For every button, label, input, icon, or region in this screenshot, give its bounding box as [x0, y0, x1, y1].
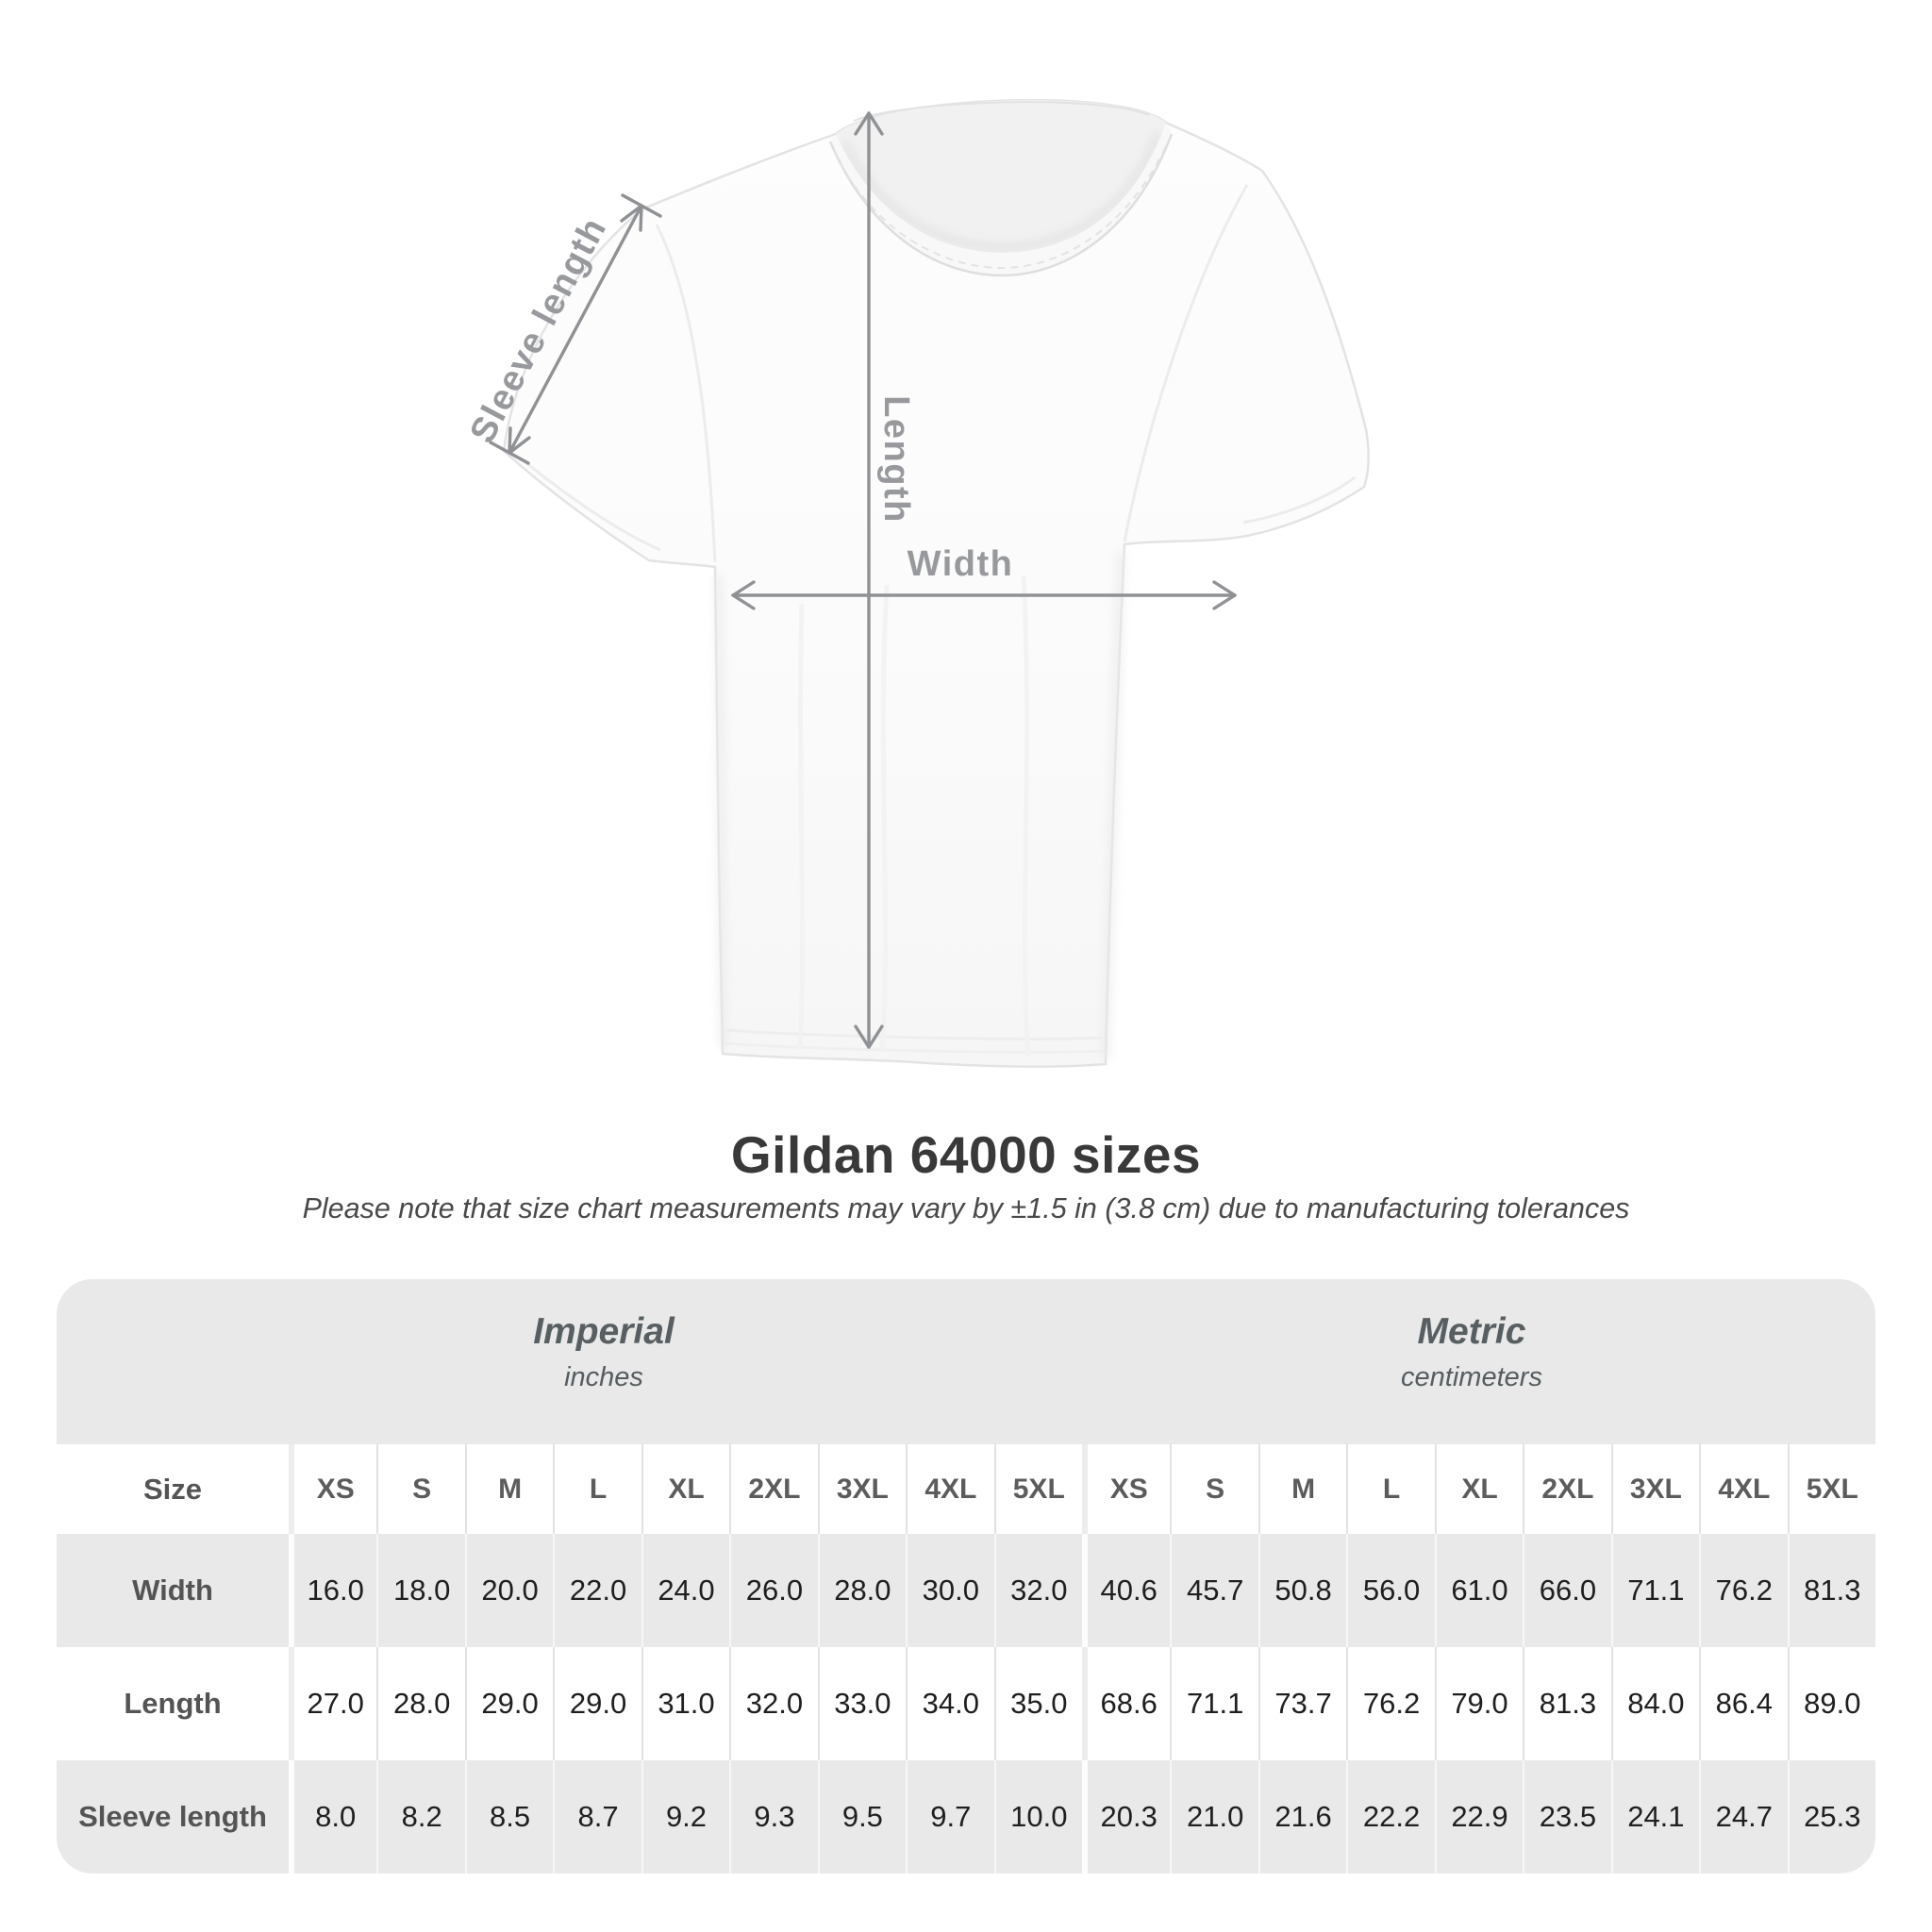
- value-cell-imperial-5xl: 10.0: [994, 1760, 1082, 1874]
- size-col-metric-xl: XL: [1435, 1444, 1523, 1534]
- size-col-imperial-s: S: [376, 1444, 464, 1534]
- value-cell-imperial-m: 8.5: [465, 1760, 553, 1874]
- row-label: Width: [132, 1574, 213, 1607]
- size-table-panel: [57, 1279, 1875, 1874]
- value-cell-imperial-4xl: 9.7: [906, 1760, 993, 1874]
- width-label: Width: [907, 544, 1014, 584]
- size-col-metric-xs: XS: [1082, 1444, 1170, 1534]
- value-cell-metric-xs: 20.3: [1082, 1760, 1170, 1874]
- size-col-metric-3xl: 3XL: [1611, 1444, 1699, 1534]
- value-cell-imperial-m: 20.0: [465, 1534, 553, 1647]
- size-col-imperial-3xl: 3XL: [818, 1444, 906, 1534]
- value-cell-imperial-l: 29.0: [553, 1647, 641, 1760]
- size-col-metric-s: S: [1170, 1444, 1257, 1534]
- value-cell-imperial-5xl: 35.0: [994, 1647, 1082, 1760]
- row-label: Length: [124, 1687, 222, 1720]
- value-cell-metric-5xl: 81.3: [1788, 1534, 1875, 1647]
- value-cell-imperial-xl: 9.2: [641, 1760, 729, 1874]
- value-cell-imperial-xl: 24.0: [641, 1534, 729, 1647]
- value-cell-imperial-s: 8.2: [376, 1760, 464, 1874]
- value-cell-metric-s: 45.7: [1170, 1534, 1257, 1647]
- value-cell-metric-3xl: 71.1: [1611, 1534, 1699, 1647]
- size-col-imperial-4xl: 4XL: [906, 1444, 993, 1534]
- value-cell-metric-3xl: 84.0: [1611, 1647, 1699, 1760]
- value-cell-imperial-l: 8.7: [553, 1760, 641, 1874]
- value-cell-metric-xs: 40.6: [1082, 1534, 1170, 1647]
- size-col-metric-l: L: [1346, 1444, 1434, 1534]
- size-col-imperial-l: L: [553, 1444, 641, 1534]
- value-cell-metric-2xl: 81.3: [1523, 1647, 1610, 1760]
- value-cell-imperial-s: 18.0: [376, 1534, 464, 1647]
- value-cell-metric-l: 22.2: [1346, 1760, 1434, 1874]
- value-cell-metric-4xl: 24.7: [1699, 1760, 1787, 1874]
- imperial-unit: inches: [564, 1362, 643, 1392]
- value-cell-imperial-s: 28.0: [376, 1647, 464, 1760]
- size-col-imperial-m: M: [465, 1444, 553, 1534]
- value-cell-metric-s: 71.1: [1170, 1647, 1257, 1760]
- length-label: Length: [876, 395, 916, 524]
- value-cell-imperial-3xl: 9.5: [818, 1760, 906, 1874]
- value-cell-imperial-3xl: 33.0: [818, 1647, 906, 1760]
- value-cell-imperial-xs: 8.0: [289, 1760, 376, 1874]
- value-cell-imperial-xs: 27.0: [289, 1647, 376, 1760]
- size-col-metric-m: M: [1258, 1444, 1346, 1534]
- value-cell-imperial-xl: 31.0: [641, 1647, 729, 1760]
- metric-label: Metric: [1417, 1311, 1526, 1352]
- value-cell-metric-5xl: 89.0: [1788, 1647, 1875, 1760]
- value-cell-imperial-3xl: 28.0: [818, 1534, 906, 1647]
- size-col-imperial-5xl: 5XL: [994, 1444, 1082, 1534]
- value-cell-metric-l: 76.2: [1346, 1647, 1434, 1760]
- value-cell-imperial-l: 22.0: [553, 1534, 641, 1647]
- value-cell-metric-3xl: 24.1: [1611, 1760, 1699, 1874]
- value-cell-metric-xl: 79.0: [1435, 1647, 1523, 1760]
- metric-unit: centimeters: [1401, 1362, 1542, 1392]
- value-cell-metric-xs: 68.6: [1082, 1647, 1170, 1760]
- value-cell-imperial-xs: 16.0: [289, 1534, 376, 1647]
- tolerance-note: Please note that size chart measurements may vary by ±1.5 in (3.8 cm) due to manufacturing tolerances: [302, 1192, 1630, 1224]
- page-title: Gildan 64000 sizes: [730, 1125, 1202, 1184]
- value-cell-imperial-m: 29.0: [465, 1647, 553, 1760]
- value-cell-imperial-4xl: 30.0: [906, 1534, 993, 1647]
- size-header-row: [57, 1444, 1875, 1534]
- value-cell-metric-xl: 61.0: [1435, 1534, 1523, 1647]
- metric-header: [1401, 1311, 1542, 1393]
- value-cell-imperial-4xl: 34.0: [906, 1647, 993, 1760]
- imperial-label: Imperial: [533, 1311, 675, 1352]
- size-col-imperial-2xl: 2XL: [729, 1444, 817, 1534]
- size-col-metric-2xl: 2XL: [1523, 1444, 1610, 1534]
- value-cell-imperial-2xl: 32.0: [729, 1647, 817, 1760]
- size-col-imperial-xl: XL: [641, 1444, 729, 1534]
- row-label: Sleeve length: [78, 1800, 267, 1833]
- value-cell-metric-2xl: 23.5: [1523, 1760, 1610, 1874]
- value-cell-imperial-2xl: 9.3: [729, 1760, 817, 1874]
- value-cell-metric-m: 21.6: [1258, 1760, 1346, 1874]
- size-col-metric-4xl: 4XL: [1699, 1444, 1787, 1534]
- imperial-header: [533, 1311, 675, 1393]
- value-cell-metric-4xl: 76.2: [1699, 1534, 1787, 1647]
- sleeve-length-label: Sleeve length: [462, 210, 615, 450]
- unit-header-band: [57, 1279, 1875, 1444]
- size-col-metric-5xl: 5XL: [1788, 1444, 1875, 1534]
- size-col-imperial-xs: XS: [289, 1444, 376, 1534]
- value-cell-metric-4xl: 86.4: [1699, 1647, 1787, 1760]
- value-cell-metric-5xl: 25.3: [1788, 1760, 1875, 1874]
- width-row: [57, 1534, 1875, 1647]
- size-corner-header: Size: [142, 1472, 203, 1506]
- length-row: [57, 1647, 1875, 1760]
- value-cell-metric-xl: 22.9: [1435, 1760, 1523, 1874]
- value-cell-imperial-2xl: 26.0: [729, 1534, 817, 1647]
- value-cell-metric-l: 56.0: [1346, 1534, 1434, 1647]
- value-cell-metric-m: 50.8: [1258, 1534, 1346, 1647]
- value-cell-metric-2xl: 66.0: [1523, 1534, 1610, 1647]
- sleeve-length-row: [57, 1760, 1875, 1874]
- value-cell-metric-m: 73.7: [1258, 1647, 1346, 1760]
- value-cell-metric-s: 21.0: [1170, 1760, 1257, 1874]
- value-cell-imperial-5xl: 32.0: [994, 1534, 1082, 1647]
